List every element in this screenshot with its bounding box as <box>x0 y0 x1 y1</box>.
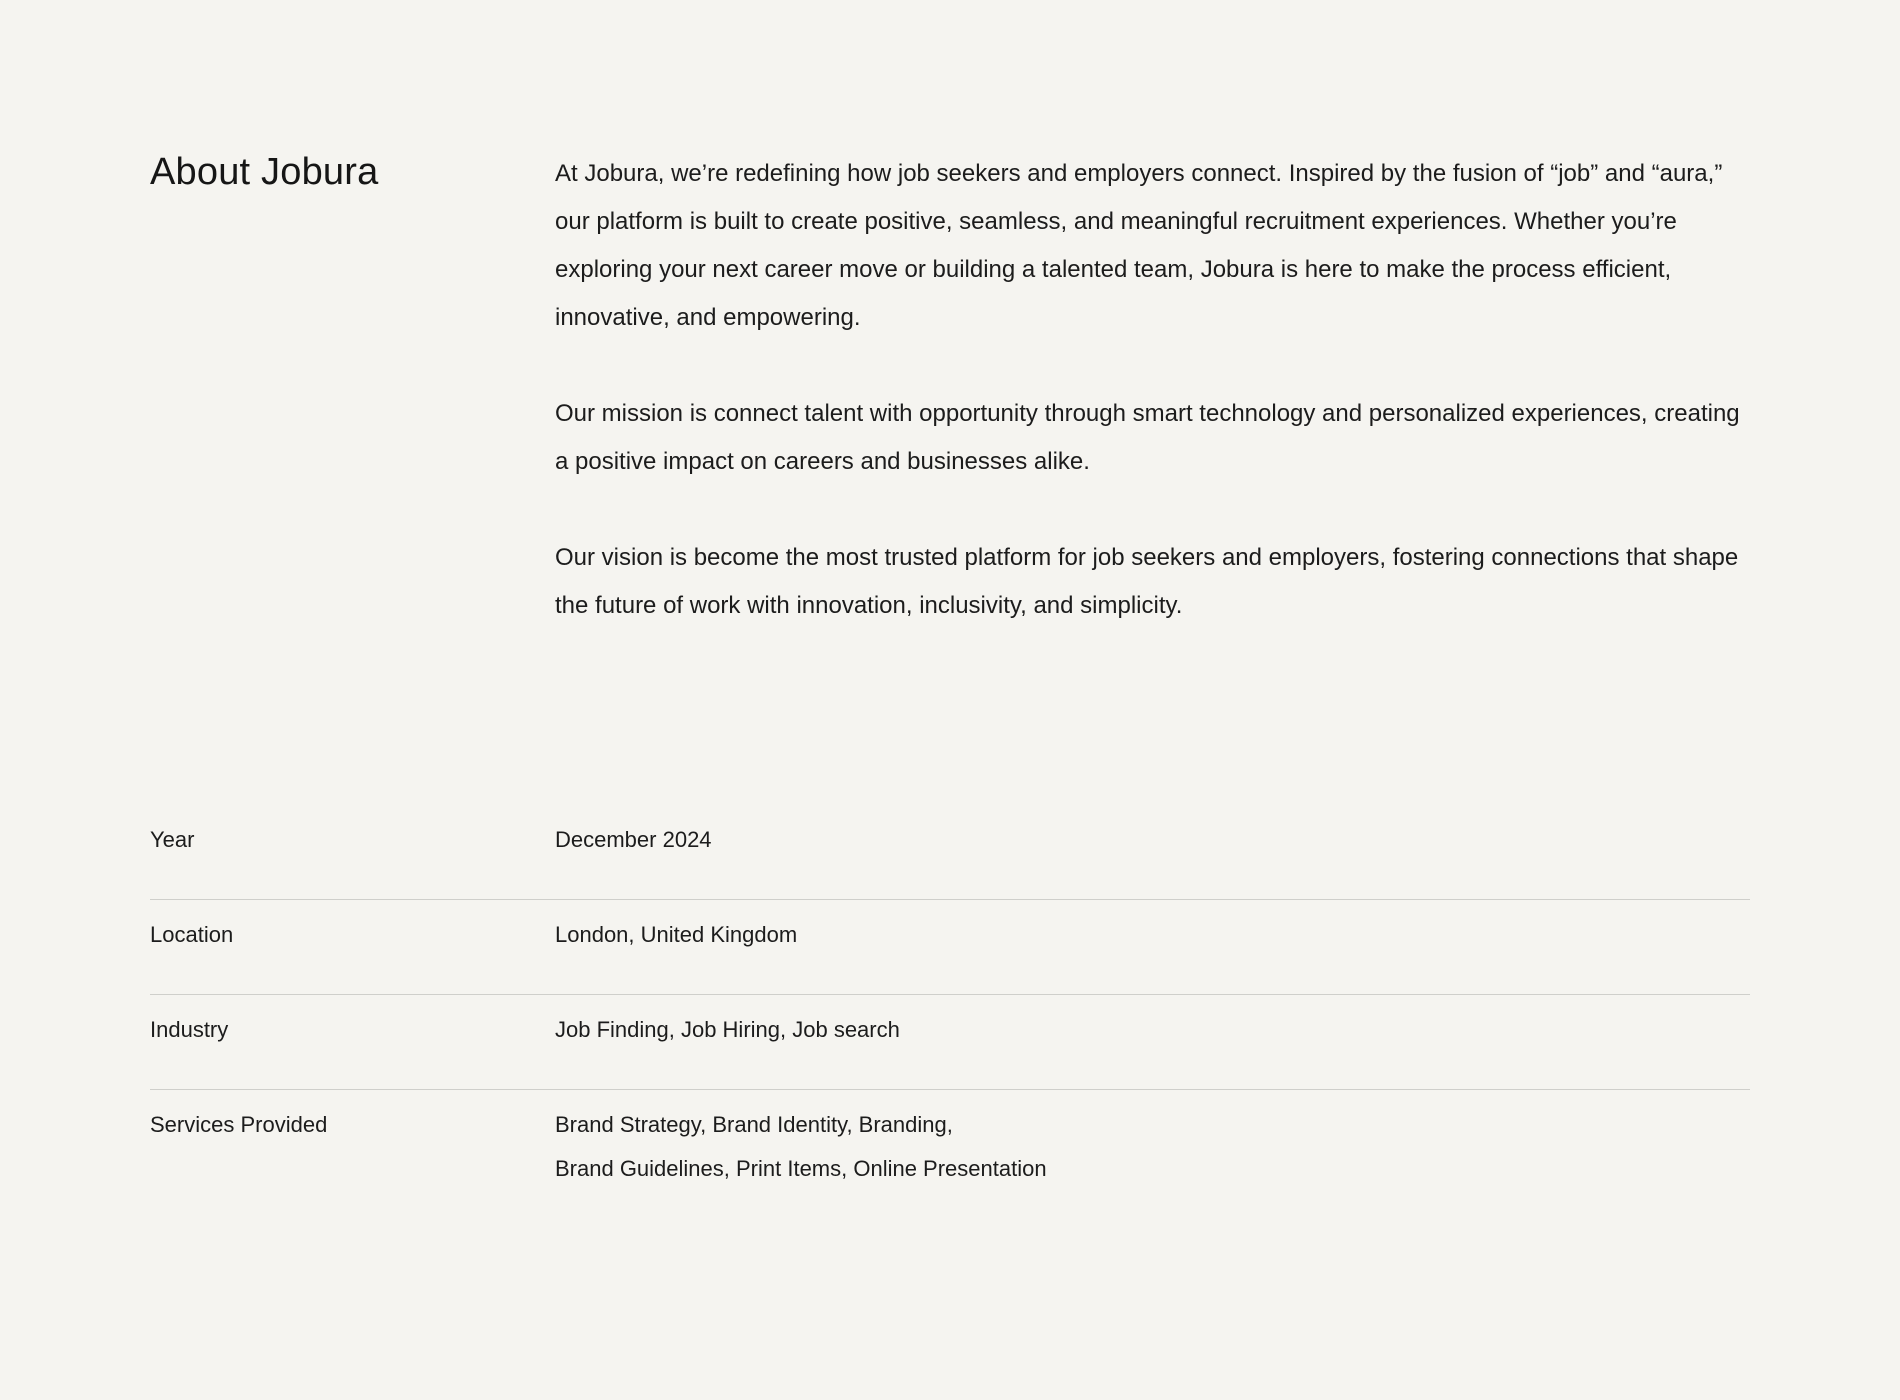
detail-value-line: December 2024 <box>555 827 712 852</box>
detail-value-line: Job Finding, Job Hiring, Job search <box>555 1017 900 1042</box>
detail-value-line: Brand Strategy, Brand Identity, Branding, <box>555 1112 953 1137</box>
detail-value-line: London, United Kingdom <box>555 922 798 947</box>
about-section <box>150 150 1750 678</box>
detail-value <box>555 1103 1750 1191</box>
detail-label: Location <box>150 922 234 947</box>
detail-value <box>555 818 1750 862</box>
project-details <box>150 805 1750 1228</box>
about-title: About Jobura <box>150 151 379 193</box>
detail-row-year <box>150 805 1750 900</box>
about-body <box>555 150 1750 678</box>
detail-row-location <box>150 900 1750 995</box>
about-intro-paragraph: At Jobura, we’re redefining how job seekers and employers connect. Inspired by the fusion of “job” and “aura,” our platform is built to create positive, seamless, and meaningful recruitment experiences. Whether you’re exploring your next career move or building a talented team, Jobura is here to make the process efficient, innovative, and empowering. <box>555 160 1723 331</box>
mission-paragraph: Our mission is connect talent with opportunity through smart technology and personalized experiences, creating a positive impact on careers and businesses alike. <box>555 400 1740 475</box>
detail-value <box>555 1008 1750 1052</box>
detail-value-line: Brand Guidelines, Print Items, Online Presentation <box>555 1156 1047 1181</box>
detail-value <box>555 913 1750 957</box>
detail-row-services <box>150 1090 1750 1228</box>
vision-paragraph: Our vision is become the most trusted platform for job seekers and employers, fostering connections that shape the future of work with innovation, inclusivity, and simplicity. <box>555 544 1739 619</box>
detail-row-industry <box>150 995 1750 1090</box>
detail-label: Services Provided <box>150 1112 328 1137</box>
detail-label: Industry <box>150 1017 229 1042</box>
detail-label: Year <box>150 827 195 852</box>
